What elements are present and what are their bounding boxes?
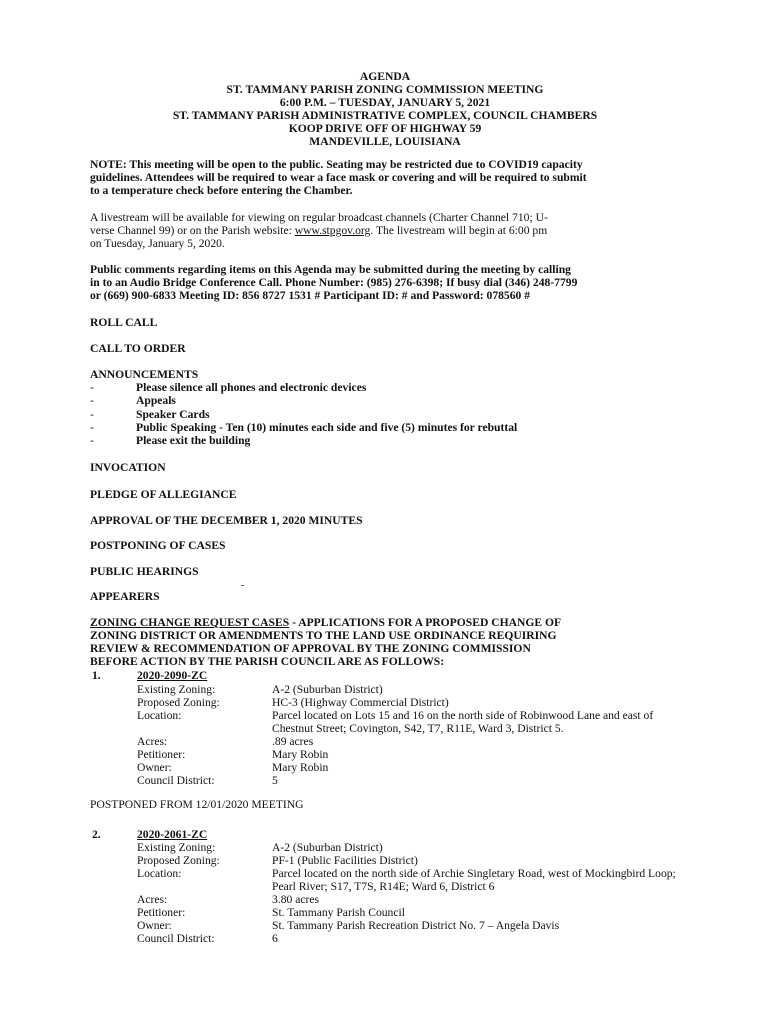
field-value: A-2 (Suburban District) <box>272 841 383 854</box>
field-label: Council District: <box>137 774 215 787</box>
list-item-text: Appeals <box>136 394 176 408</box>
announcements-list <box>90 381 710 447</box>
header-venue: ST. TAMMANY PARISH ADMINISTRATIVE COMPLEX, COUNCIL CHAMBERS <box>172 109 598 122</box>
parish-website-link[interactable]: www.stpgov.org <box>294 224 371 237</box>
zoning-section-heading <box>90 616 660 668</box>
case-field-row <box>137 932 697 945</box>
case-number: 1. <box>92 669 101 682</box>
case-field-row <box>137 906 697 919</box>
field-value: 6 <box>272 932 278 945</box>
zoning-heading-text: - APPLICATIONS FOR A PROPOSED CHANGE OF <box>289 616 562 629</box>
public-hearings-heading: PUBLIC HEARINGS <box>90 565 199 578</box>
list-item <box>90 421 710 434</box>
public-comments-line: or (669) 900-6833 Meeting ID: 856 8727 1531 # Participant ID: # and Password: 078560 # <box>90 289 530 302</box>
announcements-heading: ANNOUNCEMENTS <box>90 368 199 381</box>
zoning-heading-underlined: ZONING CHANGE REQUEST CASES <box>90 616 290 629</box>
case-field-row <box>137 761 697 774</box>
covid-note-line: NOTE: This meeting will be open to the public. Seating may be restricted due to COVID19 capacity <box>90 158 583 171</box>
public-comments-paragraph <box>90 263 690 302</box>
approval-heading: APPROVAL OF THE DECEMBER 1, 2020 MINUTES <box>90 514 363 527</box>
livestream-line <box>90 224 690 237</box>
call-to-order-heading: CALL TO ORDER <box>90 342 186 355</box>
field-value: St. Tammany Parish Council <box>272 906 405 919</box>
field-value: Mary Robin <box>272 761 329 774</box>
list-item <box>90 394 710 407</box>
zoning-heading-line: REVIEW & RECOMMENDATION OF APPROVAL BY THE ZONING COMMISSION <box>90 642 531 655</box>
livestream-line: on Tuesday, January 5, 2020. <box>90 237 225 250</box>
field-value: 3.80 acres <box>272 893 319 906</box>
livestream-paragraph <box>90 211 690 250</box>
public-comments-line: in to an Audio Bridge Conference Call. Phone Number: (985) 276-6398; If busy dial (346) 248-7799 <box>90 276 578 289</box>
field-label: Acres: <box>137 735 168 748</box>
livestream-text: verse Channel 99) or on the Parish website: <box>90 224 295 237</box>
field-value: .89 acres <box>272 735 314 748</box>
appearers-heading: APPEARERS <box>90 590 160 603</box>
header-street: KOOP DRIVE OFF OF HIGHWAY 59 <box>288 122 482 135</box>
list-item <box>90 408 710 421</box>
postponing-heading: POSTPONING OF CASES <box>90 539 226 552</box>
list-item-text: Public Speaking - Ten (10) minutes each side and five (5) minutes for rebuttal <box>136 420 518 434</box>
header-meeting-name: ST. TAMMANY PARISH ZONING COMMISSION MEETING <box>226 83 544 96</box>
field-label: Existing Zoning: <box>137 841 216 854</box>
case-fields <box>137 841 697 945</box>
case-field-row <box>137 893 697 906</box>
livestream-text: . The livestream will begin at 6:00 pm <box>370 224 548 237</box>
field-label: Owner: <box>137 761 172 774</box>
field-label: Council District: <box>137 932 215 945</box>
list-item-text: Please exit the building <box>136 434 251 448</box>
header-title: AGENDA <box>359 70 411 83</box>
bullet: - <box>90 381 94 394</box>
case-field-row <box>137 919 697 932</box>
case-number: 2. <box>92 828 101 841</box>
case-field-row <box>137 748 697 761</box>
zoning-heading-line <box>90 616 660 629</box>
bullet: - <box>90 394 94 408</box>
roll-call-heading: ROLL CALL <box>90 316 158 329</box>
field-label: Existing Zoning: <box>137 683 216 696</box>
field-label: Petitioner: <box>137 906 186 919</box>
field-value: PF-1 (Public Facilities District) <box>272 854 418 867</box>
pledge-heading: PLEDGE OF ALLEGIANCE <box>90 488 237 501</box>
header-meeting-time: 6:00 P.M. – TUESDAY, JANUARY 5, 2021 <box>279 96 491 109</box>
bullet: - <box>90 434 94 448</box>
header-city: MANDEVILLE, LOUISIANA <box>309 135 461 148</box>
case-id: 2020-2061-ZC <box>137 828 208 841</box>
livestream-line: A livestream will be available for viewing on regular broadcast channels (Charter Channel 710; U- <box>90 211 548 224</box>
field-value: Parcel located on the north side of Archie Singletary Road, west of Mockingbird Loop; Pearl River; S17, T7S, R14E; Ward 6, District 6 <box>272 867 676 893</box>
covid-note-line: guidelines. Attendees will be required to wear a face mask or covering and will be required to submit <box>90 171 587 184</box>
field-label: Owner: <box>137 919 172 932</box>
invocation-heading: INVOCATION <box>90 461 166 474</box>
covid-note-line: to a temperature check before entering the Chamber. <box>90 184 353 197</box>
case-fields <box>137 683 697 787</box>
stray-mark <box>241 585 244 586</box>
case-field-row <box>137 683 697 696</box>
case-id: 2020-2090-ZC <box>137 669 208 682</box>
case-field-row <box>137 735 697 748</box>
field-value: 5 <box>272 774 278 787</box>
field-value: A-2 (Suburban District) <box>272 683 383 696</box>
field-label: Location: <box>137 867 182 880</box>
case-field-row <box>137 867 697 893</box>
case-field-row <box>137 841 697 854</box>
field-label: Location: <box>137 709 182 722</box>
public-comments-line: Public comments regarding items on this Agenda may be submitted during the meeting by calling <box>90 263 571 276</box>
case-field-row <box>137 774 697 787</box>
case-field-row <box>137 696 697 709</box>
case-field-row <box>137 709 697 735</box>
field-label: Proposed Zoning: <box>137 696 220 709</box>
field-value: St. Tammany Parish Recreation District No. 7 – Angela Davis <box>272 919 560 932</box>
case-field-row <box>137 854 697 867</box>
agenda-header <box>40 70 730 148</box>
case-status-note: POSTPONED FROM 12/01/2020 MEETING <box>90 798 304 811</box>
bullet: - <box>90 420 94 434</box>
field-label: Proposed Zoning: <box>137 854 220 867</box>
field-label: Acres: <box>137 893 168 906</box>
field-value: Mary Robin <box>272 748 329 761</box>
bullet: - <box>90 407 94 421</box>
list-item-text: Please silence all phones and electronic devices <box>136 381 367 394</box>
field-value: HC-3 (Highway Commercial District) <box>272 696 449 709</box>
covid-note <box>90 158 690 197</box>
list-item <box>90 434 710 447</box>
field-value: Parcel located on Lots 15 and 16 on the north side of Robinwood Lane and east of Chestnut Street; Covington, S42, T7, R11E, Ward 3, District 5. <box>272 709 654 735</box>
list-item <box>90 381 710 394</box>
zoning-heading-line: BEFORE ACTION BY THE PARISH COUNCIL ARE AS FOLLOWS: <box>90 655 445 668</box>
zoning-heading-line: ZONING DISTRICT OR AMENDMENTS TO THE LAND USE ORDINANCE REQUIRING <box>90 629 557 642</box>
field-label: Petitioner: <box>137 748 186 761</box>
list-item-text: Speaker Cards <box>136 407 210 421</box>
